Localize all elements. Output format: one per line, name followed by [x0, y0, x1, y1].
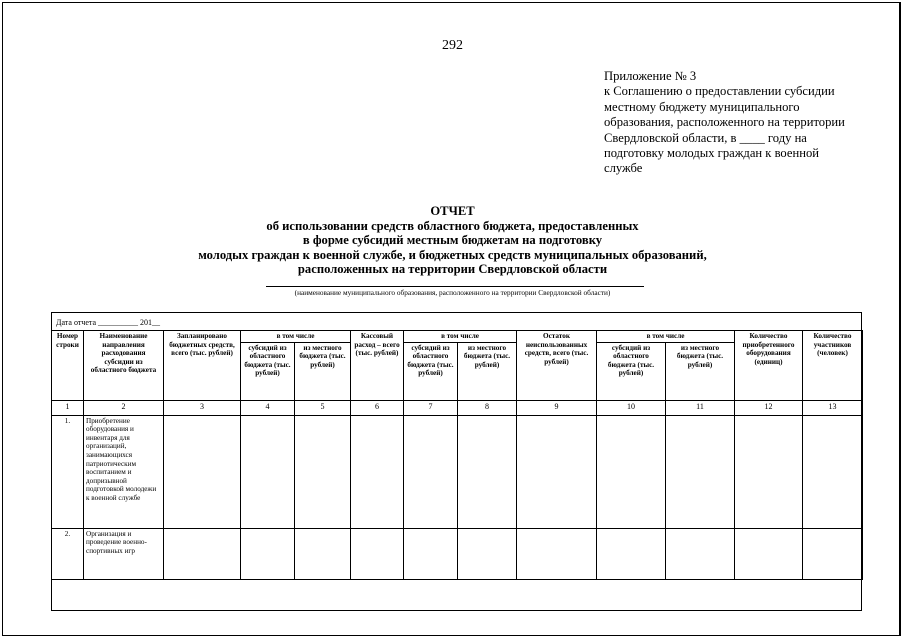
- appendix-line: Свердловской области, в ____ году на: [604, 130, 807, 145]
- appendix-line: Приложение № 3: [604, 69, 697, 83]
- report-date: Дата отчета __________ 201__: [56, 318, 161, 327]
- table-cell[interactable]: [458, 528, 517, 579]
- row-direction: Организация и проведение военно-спортивных игр: [84, 528, 164, 579]
- header-cash: Кассовый расход – всего (тыс. рублей): [351, 331, 404, 401]
- title-line: расположенных на территории Свердловской области: [297, 262, 608, 277]
- header-row: [52, 331, 863, 343]
- report-title: [0, 204, 905, 277]
- column-number: 13: [803, 400, 863, 415]
- municipality-caption: (наименование муниципального образования, расположенного на территории Свердловской области): [294, 288, 611, 297]
- table-cell[interactable]: [458, 415, 517, 528]
- table-cell[interactable]: [164, 528, 241, 579]
- header-direction: Наименование направления расходования субсидии из областного бюджета: [84, 331, 164, 401]
- title-line: об использовании средств областного бюджета, предоставленных: [266, 218, 639, 233]
- table-cell[interactable]: [351, 415, 404, 528]
- table-cell[interactable]: [295, 528, 351, 579]
- column-number: 3: [164, 400, 241, 415]
- table-row: [52, 528, 863, 579]
- table-cell[interactable]: [351, 528, 404, 579]
- table-cell[interactable]: [597, 528, 666, 579]
- row-number: 1.: [52, 415, 84, 528]
- appendix-note: [604, 69, 874, 177]
- row-number: 2.: [52, 528, 84, 579]
- column-number: 11: [666, 400, 735, 415]
- column-number: 4: [241, 400, 295, 415]
- column-number: 9: [517, 400, 597, 415]
- table-cell[interactable]: [803, 415, 863, 528]
- subheader-local: из местного бюджета (тыс. рублей): [295, 342, 351, 400]
- table-cell[interactable]: [735, 528, 803, 579]
- header-balance: Остаток неиспользованных средств, всего (тыс. рублей): [517, 331, 597, 401]
- subheader-regional: субсидий из областного бюджета (тыс. рублей): [597, 342, 666, 400]
- table-cell[interactable]: [803, 528, 863, 579]
- column-number: 7: [404, 400, 458, 415]
- column-number: 8: [458, 400, 517, 415]
- table-cell[interactable]: [241, 528, 295, 579]
- page-number: 292: [442, 38, 463, 53]
- subheader-regional: субсидий из областного бюджета (тыс. рублей): [241, 342, 295, 400]
- row-direction: Приобретение оборудования и инвентаря для организаций, занимающихся патриотическим воспитанием и допризывной подготовкой молодежи к военной службе: [84, 415, 164, 528]
- appendix-line: образования, расположенного на территории: [604, 115, 845, 130]
- header-including: в том числе: [597, 331, 735, 343]
- municipality-name-line: [266, 286, 644, 287]
- report-table-frame: [51, 312, 862, 611]
- table-cell[interactable]: [666, 528, 735, 579]
- table-cell[interactable]: [597, 415, 666, 528]
- column-number: 1: [52, 400, 84, 415]
- table-cell[interactable]: [404, 528, 458, 579]
- title-line: в форме субсидий местным бюджетам на подготовку: [302, 233, 603, 248]
- table-cell[interactable]: [241, 415, 295, 528]
- header-equipment: Количество приобретенного оборудования (единиц): [735, 331, 803, 401]
- table-cell[interactable]: [666, 415, 735, 528]
- subheader-local: из местного бюджета (тыс. рублей): [458, 342, 517, 400]
- table-cell[interactable]: [735, 415, 803, 528]
- column-number: 10: [597, 400, 666, 415]
- header-including: в том числе: [404, 331, 517, 343]
- table-cell[interactable]: [517, 528, 597, 579]
- appendix-line: местному бюджету муниципального: [604, 99, 800, 114]
- appendix-line: службе: [604, 161, 643, 176]
- appendix-line: подготовку молодых граждан к военной: [604, 146, 819, 161]
- table-cell[interactable]: [295, 415, 351, 528]
- column-number: 12: [735, 400, 803, 415]
- column-number: 2: [84, 400, 164, 415]
- table-row: [52, 415, 863, 528]
- report-table: [51, 330, 863, 580]
- subheader-local: из местного бюджета (тыс. рублей): [666, 342, 735, 400]
- subheader-regional: субсидий из областного бюджета (тыс. рублей): [404, 342, 458, 400]
- column-number: 6: [351, 400, 404, 415]
- column-number: 5: [295, 400, 351, 415]
- appendix-line: к Соглашению о предоставлении субсидии: [604, 84, 835, 99]
- header-planned: Запланировано бюджетных средств, всего (тыс. рублей): [164, 331, 241, 401]
- table-cell[interactable]: [517, 415, 597, 528]
- header-including: в том числе: [241, 331, 351, 343]
- table-cell[interactable]: [164, 415, 241, 528]
- column-number-row: [52, 400, 863, 415]
- header-row-number: Номер строки: [52, 331, 84, 401]
- title-line: ОТЧЕТ: [430, 204, 475, 218]
- title-line: молодых граждан к военной службе, и бюджетных средств муниципальных образований,: [198, 247, 707, 262]
- table-cell[interactable]: [404, 415, 458, 528]
- header-participants: Количество участников (человек): [803, 331, 863, 401]
